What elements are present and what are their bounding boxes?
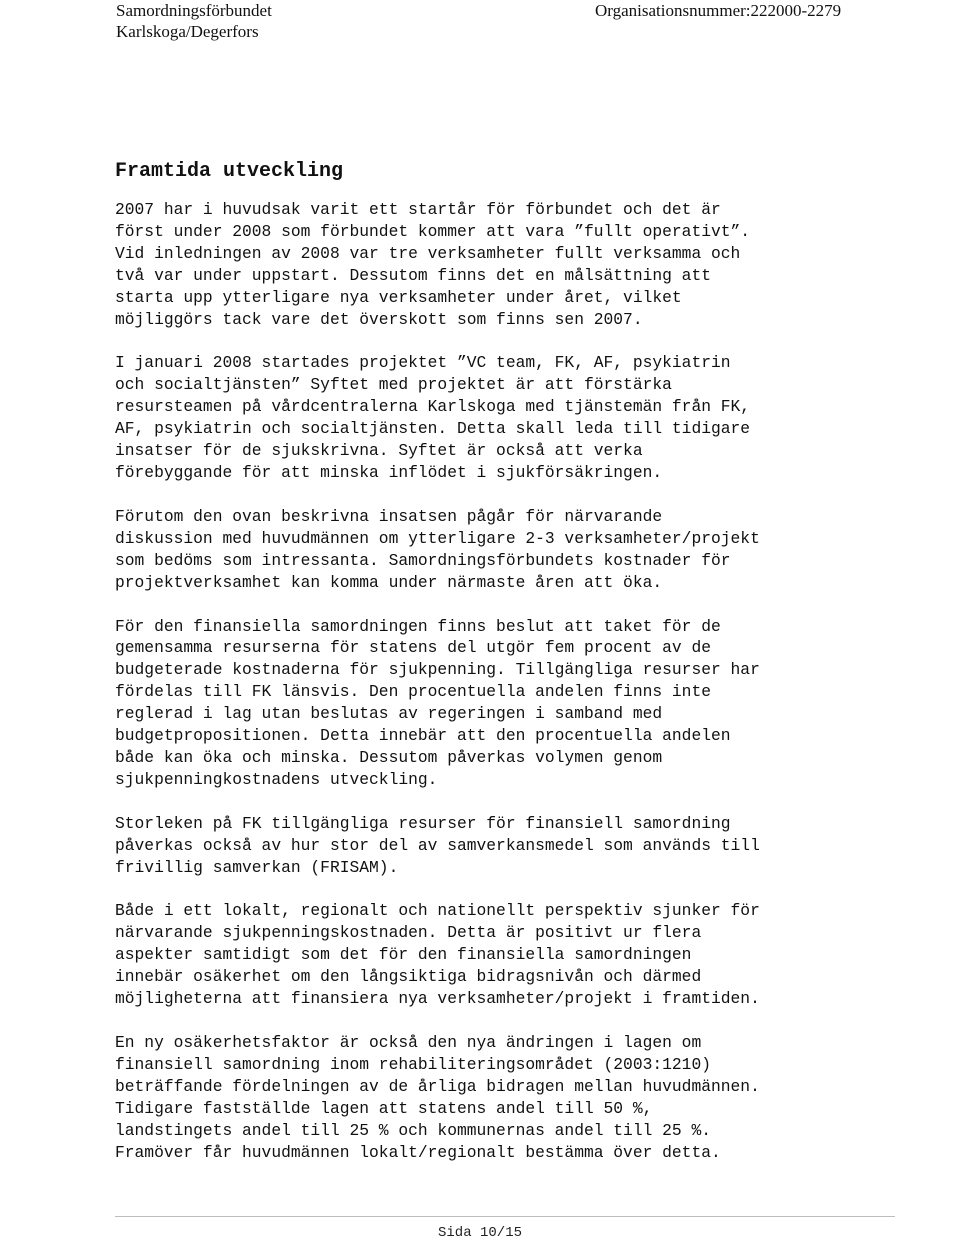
header-org-location: Karlskoga/Degerfors — [116, 22, 259, 41]
section-title: Framtida utveckling — [115, 160, 344, 183]
page-number: Sida 10/15 — [437, 1225, 522, 1241]
paragraph: I januari 2008 startades projektet ”VC team, FK, AF, psykiatrin och socialtjänsten” Syftet med projektet är att förstärka resursteamen på vårdcentralerna Karlskoga med tjänstemän från FK, AF, psykiatrin och socialtjänsten. Detta skall leda till tidigare insatser för de sjukskrivna. Syftet är också att verka förebyggande för att minska inflödet i sjukförsäkringen. — [115, 353, 751, 482]
footer-divider — [115, 1216, 895, 1217]
header-org-name: Samordningsförbundet — [116, 1, 272, 20]
paragraph: Både i ett lokalt, regionalt och nationellt perspektiv sjunker för närvarande sjukpenningskostnaden. Detta är positivt ur flera aspekter samtidigt som det för den finansiella samordningen innebär osäkerhet om den långsiktiga bidragsnivån och därmed möjligheterna att finansiera nya verksamheter/projekt i framtiden. — [115, 901, 760, 1009]
paragraph: För den finansiella samordningen finns beslut att taket för de gemensamma resurserna för statens del utgör fem procent av de budgeterade kostnaderna för sjukpenning. Tillgängliga resurser har fördelas till FK länsvis. Den procentuella andelen finns inte reglerad i lag utan beslutas av regeringen i samband med budgetpropositionen. Detta innebär att den procentuella andelen både kan öka och minska. Dessutom påverkas volymen genom sjukpenningkostnadens utveckling. — [115, 616, 760, 789]
header-organization — [116, 0, 272, 42]
paragraph: 2007 har i huvudsak varit ett startår för förbundet och det är först under 2008 som förbundet kommer att vara ”fullt operativt”. Vid inledningen av 2008 var tre verksamheter fullt verksamma och två var under uppstart. Dessutom finns det en målsättning att starta upp ytterligare nya verksamheter under året, vilket möjliggörs tack vare det överskott som finns sen 2007. — [115, 200, 751, 329]
document-body — [115, 160, 895, 1185]
header-org-number: Organisationsnummer:222000-2279 — [595, 1, 842, 20]
paragraph: Förutom den ovan beskrivna insatsen pågår för närvarande diskussion med huvudmännen om ytterligare 2-3 verksamheter/projekt som bedöms som intressanta. Samordningsförbundets kostnader för projektverksamhet kan komma under närmaste åren att öka. — [115, 506, 760, 592]
paragraph: Storleken på FK tillgängliga resurser för finansiell samordning påverkas också av hur stor del av samverkansmedel som används till frivillig samverkan (FRISAM). — [115, 813, 760, 877]
paragraph: En ny osäkerhetsfaktor är också den nya ändringen i lagen om finansiell samordning inom rehabiliteringsområdet (2003:1210) beträffande fördelningen av de årliga bidragen mellan huvudmännen. Tidigare fastställde lagen att statens andel till 50 %, landstingets andel till 25 % och kommunernas andel till 25 %. Framöver får huvudmännen lokalt/regionalt bestämma över detta. — [115, 1033, 760, 1162]
